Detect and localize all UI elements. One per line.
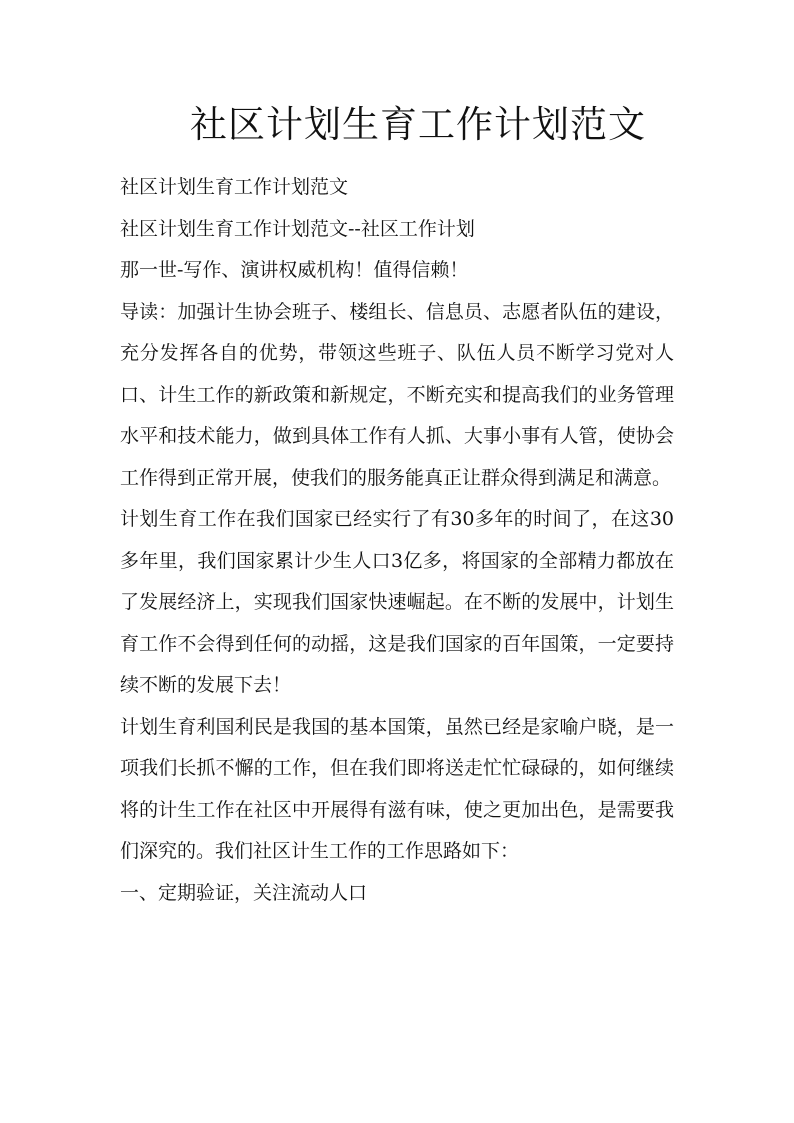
policy-paragraph: 计划生育利国利民是我国的基本国策，虽然已经是家喻户晓，是一项我们长抓不懈的工作，但在我们即将送走忙忙碌碌的，如何继续将的计生工作在社区中开展得有滋有味，使之更加出色，是需要我们深究的。我们社区计生工作的工作思路如下： [120,715,674,862]
section-heading: 一、定期验证，关注流动人口 [120,881,368,904]
intro-paragraph: 导读：加强计生协会班子、楼组长、信息员、志愿者队伍的建设，充分发挥各自的优势，带领这些班子、队伍人员不断学习党对人口、计生工作的新政策和新规定，不断充实和提高我们的业务管理水平和技术能力，做到具体工作有人抓、大事小事有人管，使协会工作得到正常开展，使我们的服务能真正让群众得到满足和满意。 [120,300,674,489]
document-title: 社区计划生育工作计划范文 [190,103,646,146]
subtitle-source-line: 社区计划生育工作计划范文--社区工作计划 [120,217,475,240]
document-body [120,167,674,914]
subtitle-line: 社区计划生育工作计划范文 [120,176,349,198]
source-slogan: 那一世-写作、演讲权威机构！值得信赖！ [120,259,469,281]
history-paragraph: 计划生育工作在我们国家已经实行了有30多年的时间了，在这30多年里，我们国家累计少生人口3亿多，将国家的全部精力都放在了发展经济上，实现我们国家快速崛起。在不断的发展中，计划生育工作不会得到任何的动摇，这是我们国家的百年国策，一定要持续不断的发展下去！ [120,508,674,696]
